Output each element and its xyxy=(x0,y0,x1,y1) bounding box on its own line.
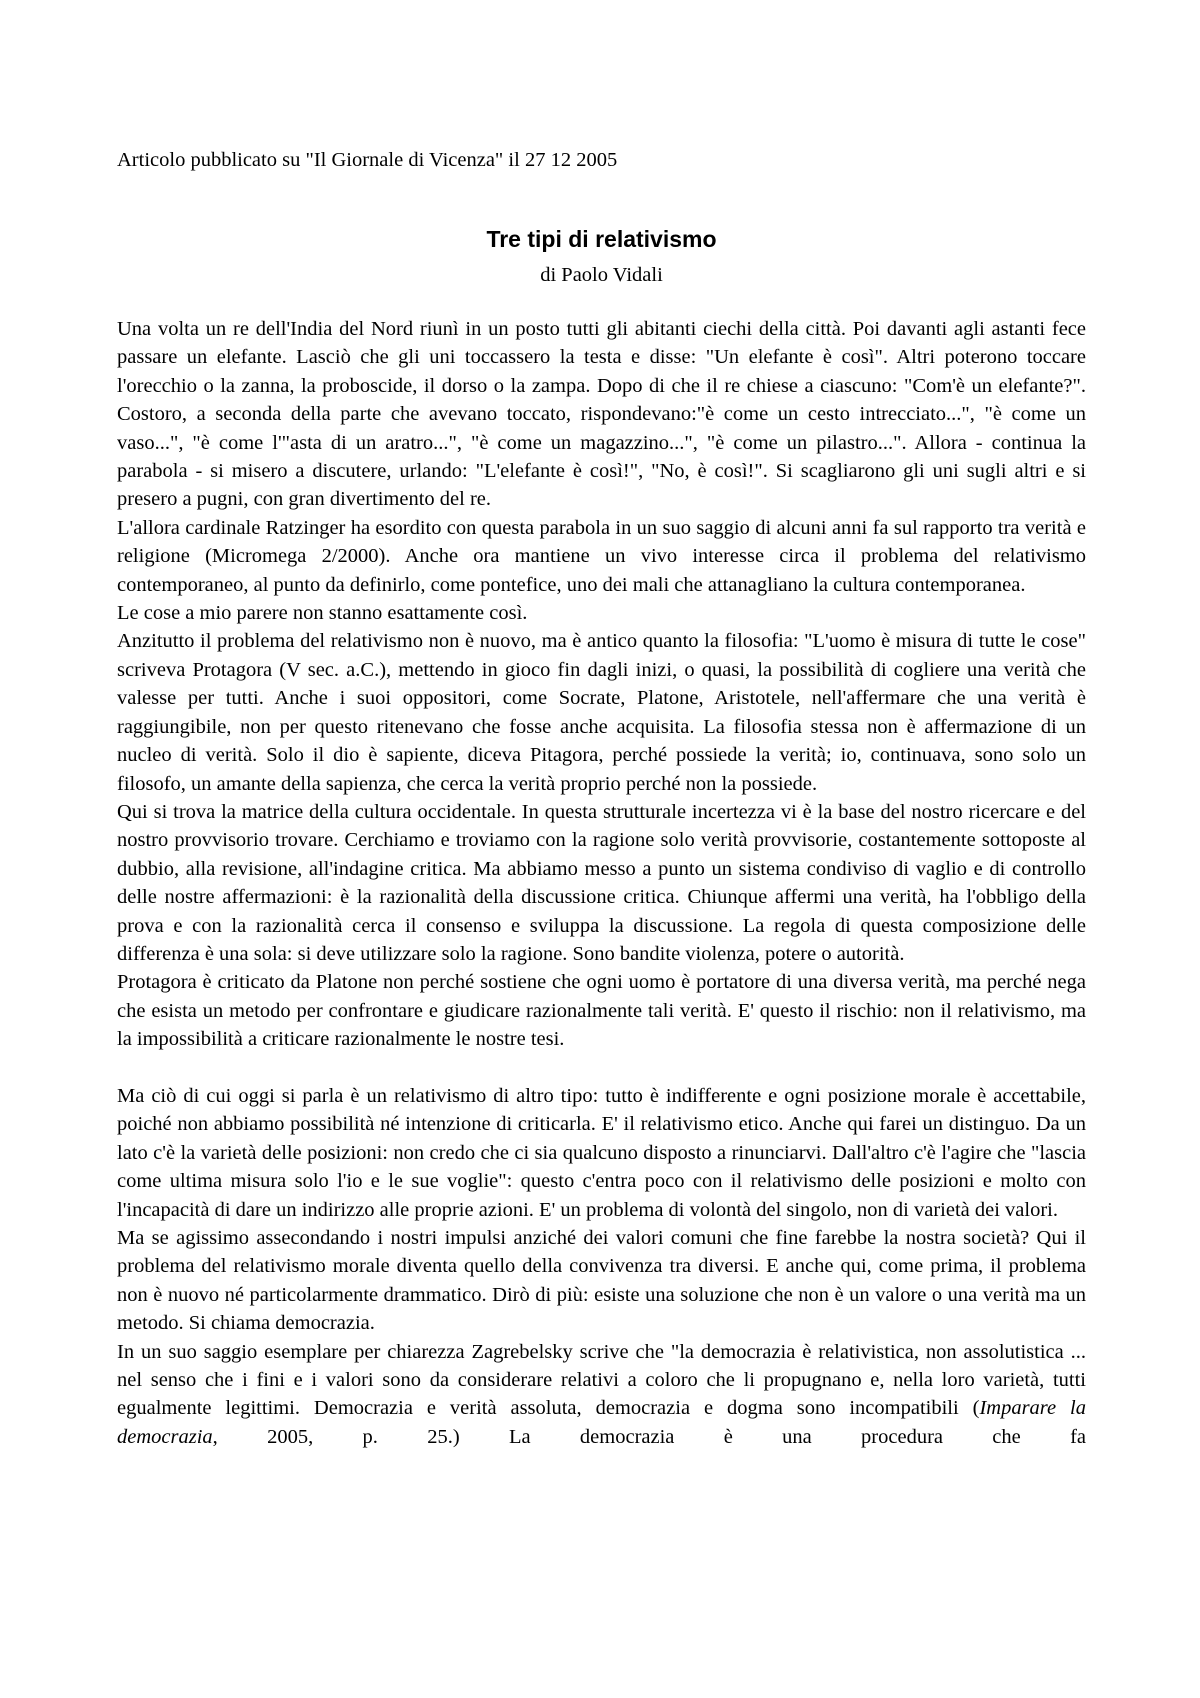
publication-note: Articolo pubblicato su "Il Giornale di Vicenza" il 27 12 2005 xyxy=(117,149,618,171)
paragraph-western-culture: Qui si trova la matrice della cultura occidentale. In questa strutturale incertezza vi è la base del nostro ricercare e del nostro provvisorio trovare. Cerchiamo e troviamo con la ragione solo verità provvisorie, costantemente sottoposte al dubbio, alla revisione, all'indagine critica. Ma abbiamo messo a punto un sistema condiviso di vaglio e di controllo delle nostre affermazioni: è la razionalità della discussione critica. Chiunque affermi una verità, ha l'obbligo della prova e con la razionalità cerca il consenso e sviluppa la discussione. La regola di questa composizione delle differenza è una sola: si deve utilizzare solo la ragione. Sono bandite violenza, potere o autorità. xyxy=(117,800,1086,965)
paragraph-plato-critique: Protagora è criticato da Platone non perché sostiene che ogni uomo è portatore di una diversa verità, ma perché nega che esista un metodo per confrontare e giudicare razionalmente tali verità. E' questo il rischio: non il relativismo, ma la impossibilità a criticare razionalmente le nostre tesi. xyxy=(117,971,1086,1051)
article-title: Tre tipi di relativismo xyxy=(486,226,717,252)
paragraph-zagrebelsky xyxy=(117,1338,1086,1452)
paragraph-ethical-relativism: Ma ciò di cui oggi si parla è un relativismo di altro tipo: tutto è indifferente e ogni posizione morale è accettabile, poiché non abbiamo possibilità né intenzione di criticarla. E' il relativismo etico. Anche qui farei un distinguo. Da un lato c'è la varietà delle posizioni: non credo che ci sia qualcuno disposto a rinunciarvi. Dall'altro c'è l'agire che "lascia come ultima misura solo l'io e le sue voglie": questo c'entra poco con il relativismo delle posizioni e molto con l'incapacità di dare un indirizzo alle proprie azioni. E' un problema di volontà del singolo, non di varietà dei valori. xyxy=(117,1084,1086,1221)
article-body xyxy=(117,315,1086,1451)
paragraph-ratzinger: L'allora cardinale Ratzinger ha esordito con questa parabola in un suo saggio di alcuni anni fa sul rapporto tra verità e religione (Micromega 2/2000). Anche ora mantiene un vivo interesse circa il problema del relativismo contemporaneo, al punto da definirlo, come pontefice, uno dei mali che attanagliano la cultura contemporanea. xyxy=(117,516,1086,596)
zagrebelsky-text: In un suo saggio esemplare per chiarezza Zagrebelsky scrive che "la democrazia è relativistica, non assolutistica ... nel senso che i fini e i valori sono da considerare relativi a coloro che li propugnano e, nella loro varietà, tutti egualmente legittimi. Democrazia e verità assoluta, democrazia e dogma sono incompatibili ( xyxy=(117,1340,1086,1420)
paragraph-spacer xyxy=(117,1054,1086,1082)
paragraph-opinion: Le cose a mio parere non stanno esattamente così. xyxy=(117,602,528,625)
book-title: Imparare la democrazia xyxy=(117,1397,1086,1448)
zagrebelsky-text-end: , 2005, p. 25.) La democrazia è una procedura che fa xyxy=(212,1425,1086,1448)
paragraph-parable: Una volta un re dell'India del Nord riunì in un posto tutti gli abitanti ciechi della città. Poi davanti agli astanti fece passare un elefante. Lasciò che gli uni toccassero la testa e disse: "Un elefante è così". Altri poterono toccare l'orecchio o la zanna, la proboscide, il dorso o la zampa. Dopo di che il re chiese a ciascuno: "Com'è un elefante?". Costoro, a seconda della parte che avevano toccato, rispondevano:"è come un cesto intrecciato...", "è come un vaso...", "è come l'"asta di un aratro...", "è come un magazzino...", "è come un pilastro...". Allora - continua la parabola - si misero a discutere, urlando: "L'elefante è così!", "No, è così!". Si scagliarono gli uni sugli altri e si presero a pugni, con gran divertimento del re. xyxy=(117,318,1086,511)
paragraph-democracy: Ma se agissimo assecondando i nostri impulsi anziché dei valori comuni che fine farebbe la nostra società? Qui il problema del relativismo morale diventa quello della convivenza tra diversi. E anche qui, come prima, il problema non è nuovo né particolarmente drammatico. Dirò di più: esiste una soluzione che non è un valore o una verità ma un metodo. Si chiama democrazia. xyxy=(117,1226,1086,1335)
paragraph-protagoras: Anzitutto il problema del relativismo non è nuovo, ma è antico quanto la filosofia: "L'uomo è misura di tutte le cose" scriveva Protagora (V sec. a.C.), mettendo in gioco fin dagli inizi, o quasi, la possibilità di cogliere una verità che valesse per tutti. Anche i suoi oppositori, come Socrate, Platone, Aristotele, nell'affermare che una verità è raggiungibile, non per questo ritenevano che fosse anche acquisita. La filosofia stessa non è affermazione di un nucleo di verità. Solo il dio è sapiente, diceva Pitagora, perché possiede la verità; io, continuava, sono solo un filosofo, un amante della sapienza, che cerca la verità proprio perché non la possiede. xyxy=(117,630,1086,795)
article-byline: di Paolo Vidali xyxy=(540,264,663,286)
